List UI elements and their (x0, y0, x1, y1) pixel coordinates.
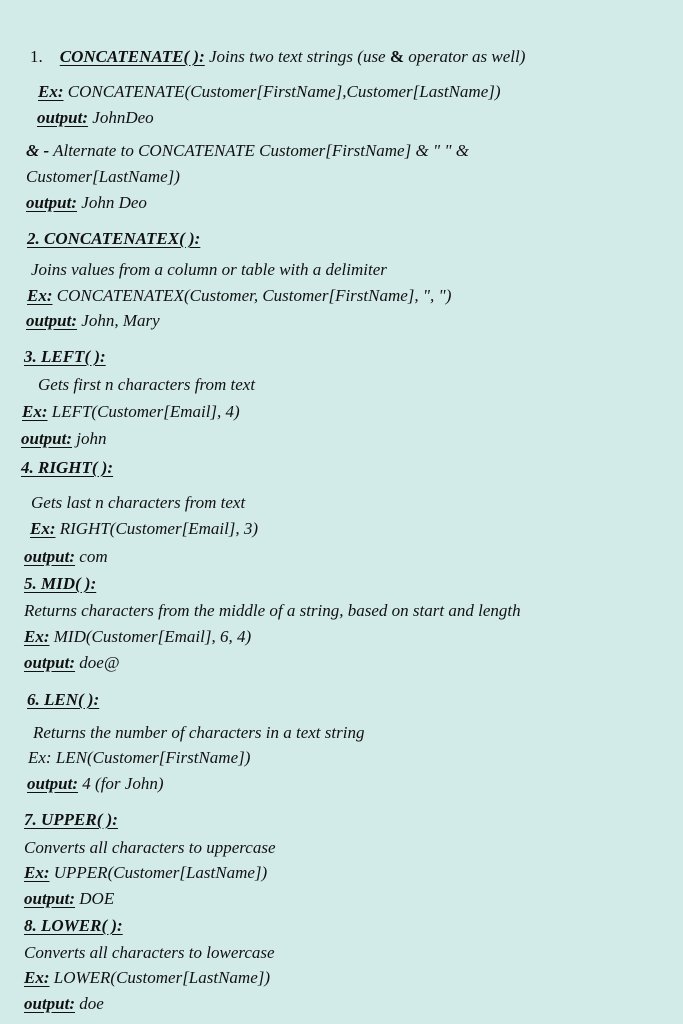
alt-text-1: Alternate to CONCATENATE Customer[FirstName] & " " & (53, 141, 469, 160)
concatenate-output-line (37, 108, 154, 128)
left-output-line (21, 429, 107, 449)
lower-description: Converts all characters to lowercase (24, 943, 275, 962)
output-label: output: (21, 429, 73, 448)
left-output: john (76, 429, 107, 448)
alternate-output-line (26, 193, 147, 213)
mid-title: 5. MID( ): (24, 574, 97, 593)
alternate-line-1 (26, 141, 469, 161)
upper-output: DOE (79, 889, 115, 908)
lower-output-line (24, 994, 104, 1014)
alt-text-2: Customer[LastName]) (26, 167, 180, 186)
concatenatex-output-line (26, 311, 160, 331)
concatenatex-output: John, Mary (81, 311, 160, 330)
output-label: output: (24, 994, 76, 1013)
mid-output: doe@ (79, 653, 120, 672)
alternate-line-2 (26, 167, 180, 187)
upper-output-line (24, 889, 114, 909)
mid-output-line (24, 653, 119, 673)
alt-label: & - (26, 141, 50, 160)
upper-example-line (24, 863, 267, 883)
concatenatex-example: CONCATENATEX(Customer, Customer[FirstName], ", ") (56, 286, 452, 305)
output-label: output: (27, 774, 79, 793)
upper-heading (24, 810, 118, 830)
concatenatex-heading (27, 229, 200, 249)
output-label: output: (37, 108, 89, 127)
ex-label: Ex: (30, 519, 56, 538)
mid-example: MID(Customer[Email], 6, 4) (53, 627, 252, 646)
ex-label: Ex: (24, 627, 50, 646)
mid-heading (24, 574, 96, 594)
output-label: output: (24, 547, 76, 566)
concatenate-example: CONCATENATE(Customer[FirstName],Customer[LastName]) (67, 82, 501, 101)
amp-operator: & (389, 47, 405, 66)
left-heading (24, 347, 106, 367)
ex-label: Ex: (38, 82, 64, 101)
right-output: com (79, 547, 108, 566)
mid-description: Returns characters from the middle of a string, based on start and length (24, 601, 521, 620)
len-title: 6. LEN( ): (27, 690, 100, 709)
output-label: output: (24, 889, 76, 908)
right-output-line (24, 547, 108, 567)
len-output-line (27, 774, 164, 794)
concatenate-description: Joins two text strings (use (209, 47, 386, 66)
alt-output: John Deo (81, 193, 147, 212)
lower-title: 8. LOWER( ): (24, 916, 123, 935)
len-example: Ex: LEN(Customer[FirstName]) (28, 748, 251, 767)
len-heading (27, 690, 99, 710)
lower-example: LOWER(Customer[LastName]) (53, 968, 271, 987)
upper-title: 7. UPPER( ): (24, 810, 118, 829)
len-output: 4 (for John) (82, 774, 164, 793)
concatenatex-title: 2. CONCATENATEX( ): (27, 229, 201, 248)
len-description: Returns the number of characters in a text string (33, 723, 365, 742)
concatenate-heading-line (30, 47, 525, 67)
right-heading (21, 458, 113, 478)
concatenate-example-line (38, 82, 501, 102)
lower-output: doe (79, 994, 104, 1013)
ex-label: Ex: (24, 863, 50, 882)
lower-example-line (24, 968, 270, 988)
right-example: RIGHT(Customer[Email], 3) (59, 519, 259, 538)
right-example-line (30, 519, 258, 539)
upper-description: Converts all characters to uppercase (24, 838, 276, 857)
output-label: output: (26, 193, 78, 212)
concatenatex-description: Joins values from a column or table with a delimiter (31, 260, 387, 279)
ex-label: Ex: (22, 402, 48, 421)
left-title: 3. LEFT( ): (24, 347, 106, 366)
left-example: LEFT(Customer[Email], 4) (51, 402, 240, 421)
ex-label: Ex: (24, 968, 50, 987)
output-label: output: (26, 311, 78, 330)
concatenatex-example-line (27, 286, 451, 306)
right-description: Gets last n characters from text (31, 493, 246, 512)
left-description: Gets first n characters from text (38, 375, 256, 394)
mid-example-line (24, 627, 251, 647)
upper-example: UPPER(Customer[LastName]) (53, 863, 268, 882)
list-number: 1. (30, 47, 43, 66)
left-example-line (22, 402, 240, 422)
lower-heading (24, 916, 123, 936)
concatenate-output: JohnDeo (92, 108, 154, 127)
concatenate-title: CONCATENATE( ): (59, 47, 205, 66)
concatenate-description-end: operator as well) (408, 47, 526, 66)
right-title: 4. RIGHT( ): (21, 458, 114, 477)
ex-label: Ex: (27, 286, 53, 305)
output-label: output: (24, 653, 76, 672)
